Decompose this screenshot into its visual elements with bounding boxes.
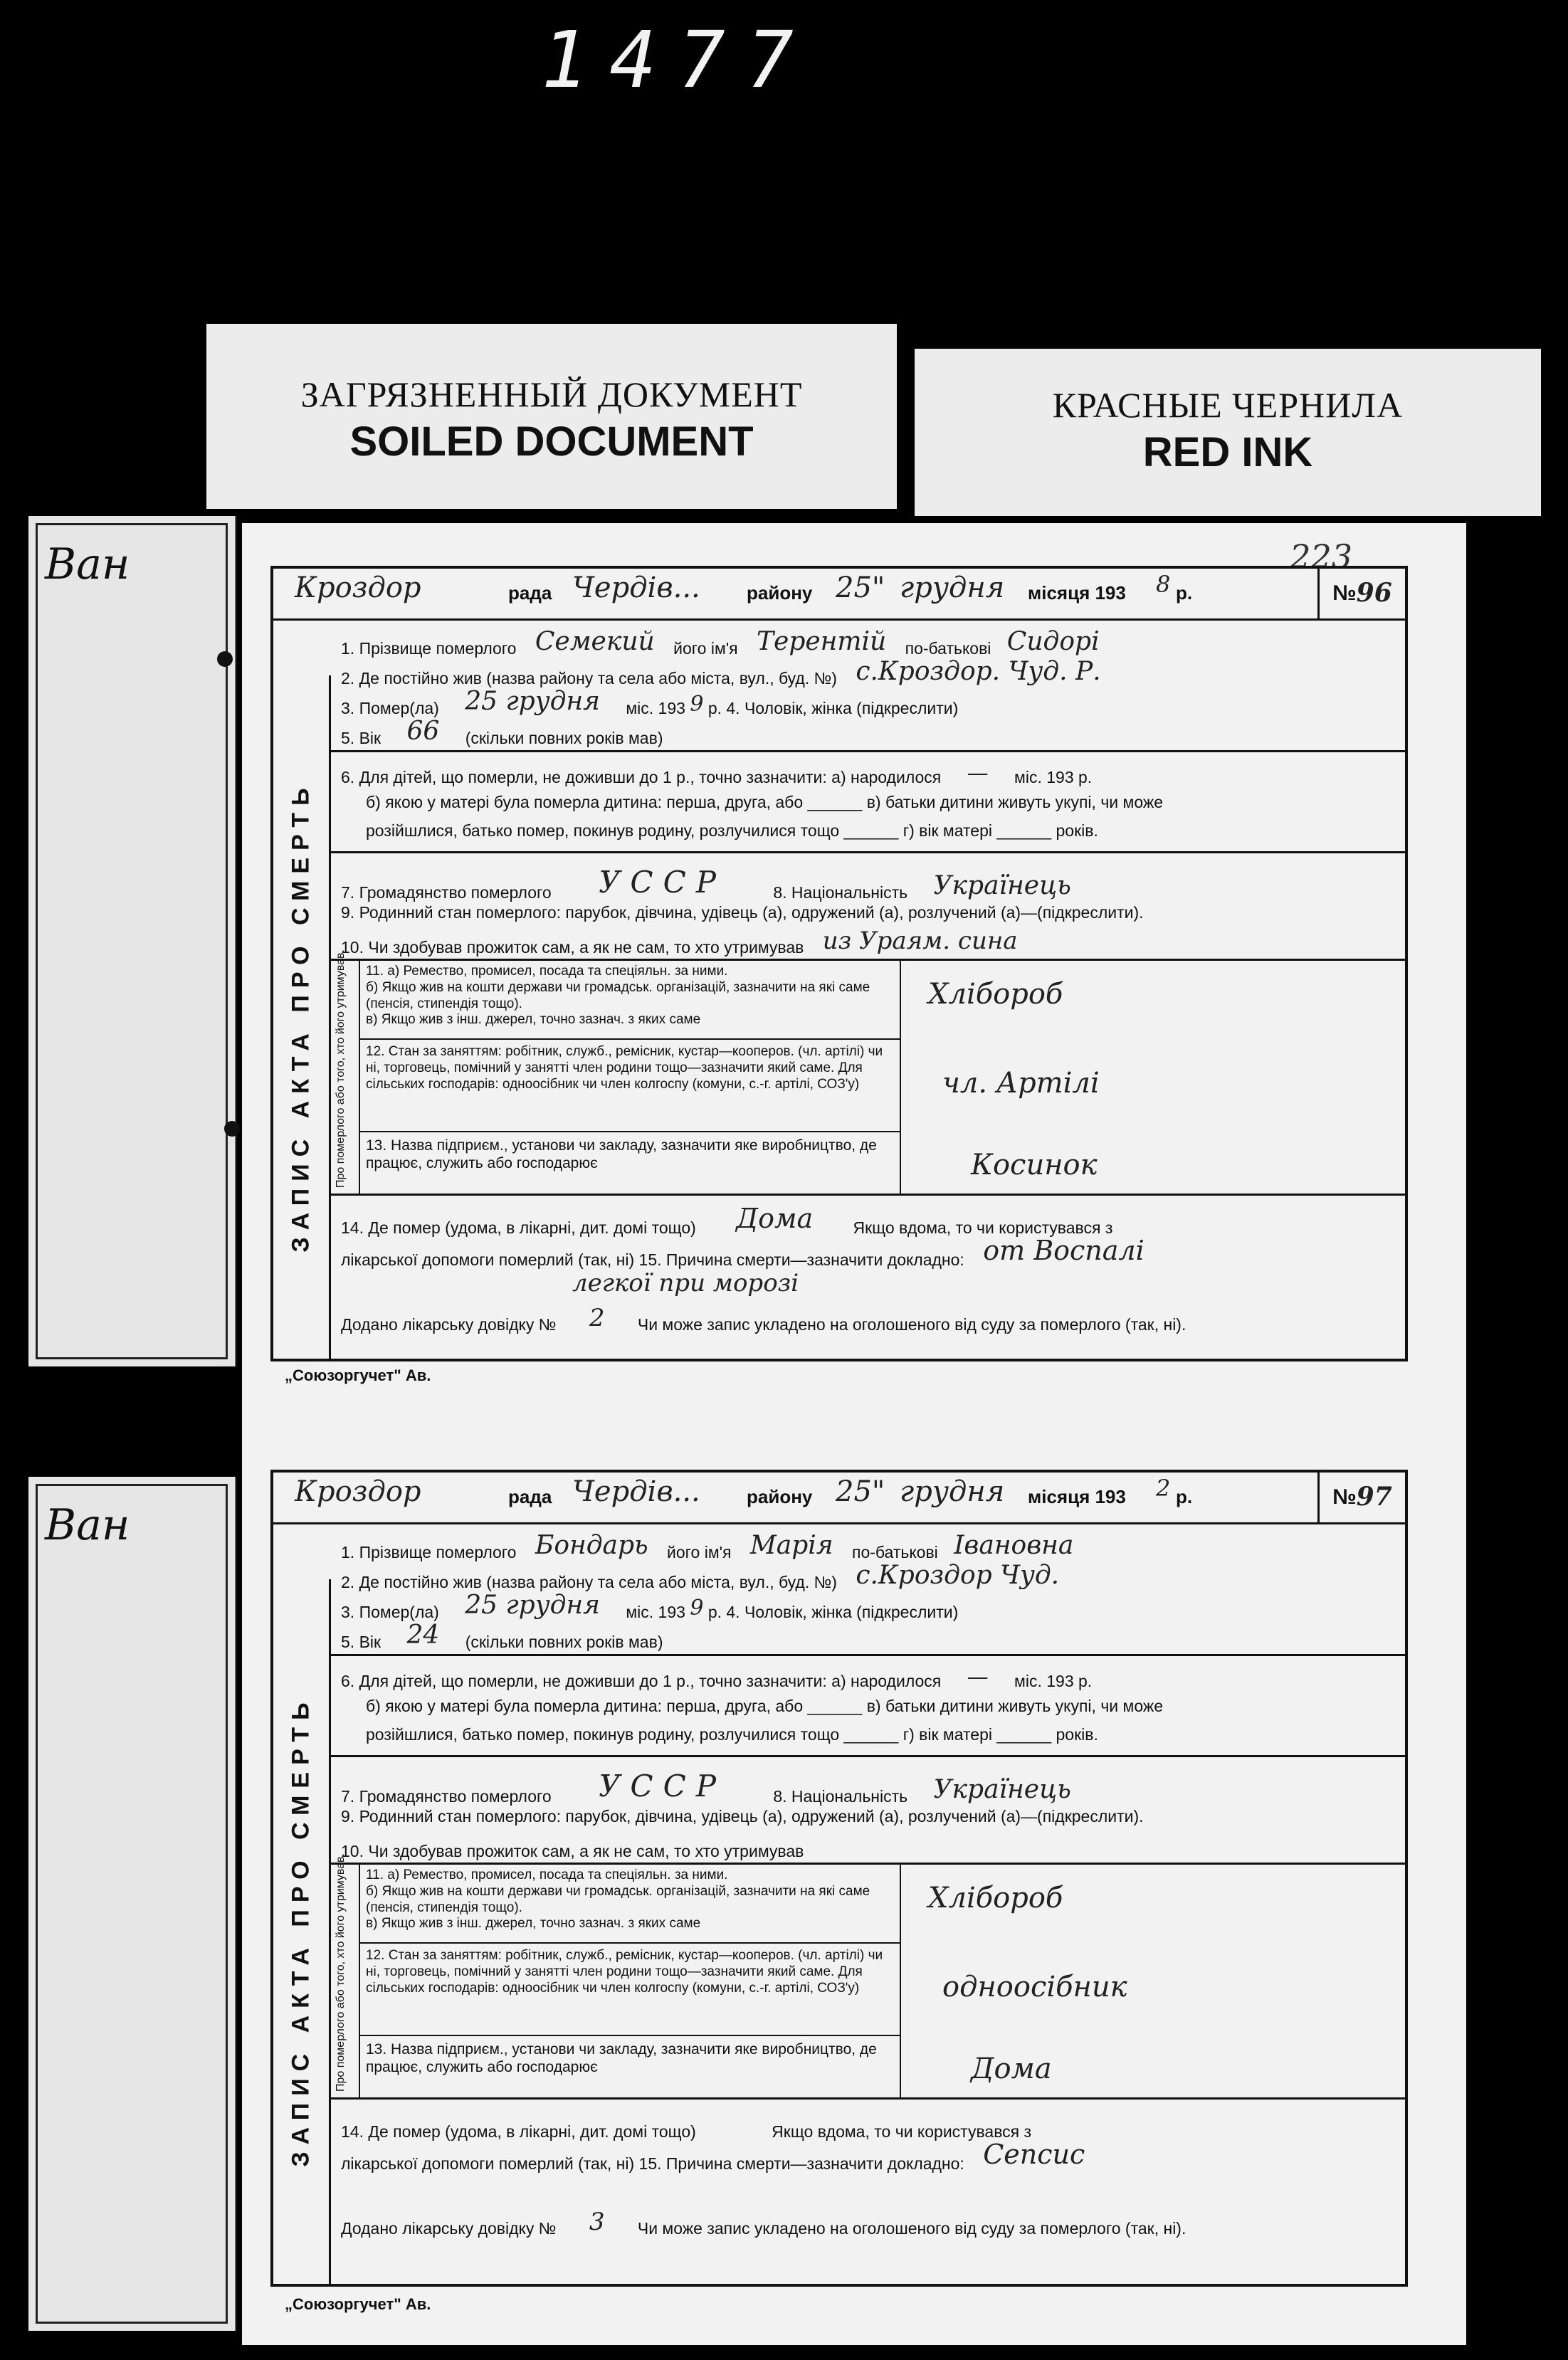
cause-of-death: Сепсис bbox=[983, 2139, 1085, 2170]
line-2: 2. Де постійно жив (назва району та села або міста, вул., буд. №) с.Кроздор Чуд. bbox=[341, 1561, 1060, 1591]
supporter: из Ураям. сина bbox=[822, 927, 1018, 955]
rayon-name: Чердів... bbox=[572, 571, 700, 604]
line-3: 3. Помер(ла) 25 грудня міс. 193 9 р. 4. Чоловік, жінка (підкреслити) bbox=[341, 1591, 959, 1621]
line-13: 13. Назва підприєм., установи чи закладу, зазначити яке виробництво, де працює, служить або господарює bbox=[366, 1137, 877, 1172]
line-11: 11. а) Ремество, промисел, посада та спеціяльн. за ними. б) Якщо жив на кошти держави чи громадськ. організацій, зазначити на які саме (пенсія, стипендія тощо). в) Якщо жив з інш. джерел, точно зазнач. з яких саме bbox=[366, 1868, 870, 1932]
age: 66 bbox=[406, 717, 440, 746]
line-5: 5. Вік 24 (скільки повних років мав) bbox=[341, 1621, 663, 1651]
vertical-note: Про померлого або того, хто його утримував. bbox=[335, 949, 347, 1188]
line-15-cont bbox=[572, 1270, 1384, 1297]
nationality: Українець bbox=[933, 1775, 1071, 1804]
line-10: 10. Чи здобував прожиток сам, а як не сам, то хто утримував из Ураям. сина bbox=[341, 927, 1018, 957]
age: 24 bbox=[406, 1621, 440, 1650]
strip-handwriting: Ван bbox=[45, 1500, 130, 1550]
line-12: 12. Стан за заняттям: робітник, служб., ремісник, кустар—кооперов. (чл. артілі) чи ні, торговець, помічний у занятті член родини тощо—зазначити який саме. Для сільських господарів: одноосібник чи член колгоспу (комуни, с.-г. артілі, СОЗ'у) bbox=[366, 1948, 883, 1996]
record-year: 8 bbox=[1156, 571, 1171, 598]
record-number: 97 bbox=[1356, 1482, 1392, 1512]
certificate-number: 3 bbox=[589, 2208, 605, 2236]
residence: с.Кроздор Чуд. bbox=[856, 1561, 1060, 1590]
record-number-box bbox=[1317, 569, 1405, 618]
death-year: 9 bbox=[690, 1596, 704, 1621]
line-15: лікарської допомоги померлий (так, ні) 15. Причина смерти—зазначити докладно: Сепсис bbox=[341, 2139, 1085, 2173]
line-14: 14. Де помер (удома, в лікарні, дит. домі тощо) Якщо вдома, то чи користувався з bbox=[341, 2122, 1032, 2141]
page-number: 223 bbox=[1290, 537, 1352, 576]
line-10: 10. Чи здобував прожиток сам, а як не сам, то хто утримував bbox=[341, 1842, 804, 1860]
village-council: Кроздор bbox=[295, 571, 421, 604]
red-ink-label-ru: КРАСНЫЕ ЧЕРНИЛА bbox=[1052, 385, 1404, 425]
line-9: 9. Родинний стан померлого: парубок, дівчина, удівець (а), одружений (а), розлучений (а)—(підкреслити). bbox=[341, 1807, 1144, 1826]
cause-of-death: от Воспалі bbox=[983, 1235, 1145, 1266]
death-record-97 bbox=[270, 1470, 1408, 2287]
line-11: 11. а) Ремество, промисел, посада та спеціяльн. за ними. б) Якщо жив на кошти держави чи громадськ. організацій, зазначити на які саме (пенсія, стипендія тощо). в) Якщо жив з інш. джерел, точно зазнач. з яких саме bbox=[366, 964, 870, 1028]
line-6b: б) якою у матері була померла дитина: перша, друга, або ______ в) батьки дитини живуть укупі, чи може bbox=[366, 1697, 1164, 1715]
patronymic: Сидорі bbox=[1006, 627, 1100, 656]
employment-status: чл. Артілі bbox=[942, 1067, 1100, 1100]
red-ink-label-en: RED INK bbox=[1142, 429, 1313, 475]
line-6c: розійшлися, батько помер, покинув родину, розлучилися тощо ______ г) вік матері ______ років. bbox=[366, 1725, 1098, 1744]
line-certificate: Додано лікарську довідку № 2 Чи може запис укладено на оголошеного від суду за померлого (так, ні). bbox=[341, 1304, 1186, 1334]
occupation: Хлібороб bbox=[928, 1882, 1063, 1914]
printer-mark: „Союзоргучет" Ав. bbox=[285, 2295, 431, 2313]
record-year: 2 bbox=[1156, 1475, 1171, 1502]
record-day: 25" bbox=[836, 1475, 885, 1508]
line-12: 12. Стан за заняттям: робітник, служб., ремісник, кустар—кооперов. (чл. артілі) чи ні, торговець, помічний у занятті член родини тощо—зазначити який саме. Для сільських господарів: одноосібник чи член колгоспу (комуни, с.-г. артілі, СОЗ'у) bbox=[366, 1044, 883, 1092]
line-2: 2. Де постійно жив (назва району та села або міста, вул., буд. №) с.Кроздор. Чуд. Р. bbox=[341, 657, 1101, 688]
first-name: Терентій bbox=[757, 627, 887, 656]
previous-page-strip-bottom bbox=[28, 1477, 236, 2331]
line-13: 13. Назва підприєм., установи чи закладу, зазначити яке виробництво, де працює, служить або господарює bbox=[366, 2041, 877, 2076]
death-year: 9 bbox=[690, 692, 704, 717]
cause-of-death-cont: легкої при морозі bbox=[572, 1269, 799, 1297]
record-header bbox=[273, 569, 1405, 621]
record-page bbox=[242, 523, 1466, 2345]
child-month: — bbox=[967, 761, 989, 786]
first-name: Марія bbox=[749, 1531, 833, 1560]
rada-label: рада bbox=[508, 582, 552, 604]
residence: с.Кроздор. Чуд. Р. bbox=[856, 657, 1101, 686]
month-label: місяця 193 bbox=[1028, 1486, 1126, 1507]
line-certificate: Додано лікарську довідку № 3 Чи може запис укладено на оголошеного від суду за померлого (так, ні). bbox=[341, 2208, 1186, 2238]
patronymic: Івановна bbox=[954, 1531, 1074, 1560]
number-label: № bbox=[1332, 1485, 1357, 1509]
place-of-death: Дома bbox=[736, 1203, 814, 1234]
soiled-label-en: SOILED DOCUMENT bbox=[349, 418, 754, 465]
printer-mark: „Союзоргучет" Ав. bbox=[285, 1366, 431, 1384]
enterprise: Косинок bbox=[971, 1149, 1098, 1181]
soiled-document-label bbox=[206, 324, 897, 509]
line-14: 14. Де помер (удома, в лікарні, дит. домі тощо) Дома Якщо вдома, то чи користувався з bbox=[341, 1203, 1113, 1237]
line-1: 1. Прізвище померлого Семекий його ім'я Терентій по-батькові Сидорі bbox=[341, 627, 1100, 658]
record-month: грудня bbox=[900, 571, 1005, 604]
year-suffix: р. bbox=[1176, 582, 1193, 604]
month-label: місяця 193 bbox=[1028, 582, 1126, 604]
binding-hole bbox=[224, 1121, 240, 1137]
line-7: 7. Громадянство померлого УССР 8. Національність Українець bbox=[341, 1769, 1071, 1806]
record-side-title: ЗАПИС АКТА ПРО СМЕРТЬ bbox=[273, 1579, 331, 2284]
line-9: 9. Родинний стан померлого: парубок, дівчина, удівець (а), одружений (а), розлучений (а)—(підкреслити). bbox=[341, 903, 1144, 922]
rada-label: рада bbox=[508, 1486, 552, 1507]
record-month: грудня bbox=[900, 1475, 1005, 1508]
occupation: Хлібороб bbox=[928, 978, 1063, 1011]
previous-page-strip-top bbox=[28, 516, 236, 1366]
record-header bbox=[273, 1473, 1405, 1524]
vertical-note: Про померлого або того, хто його утримував. bbox=[335, 1853, 347, 2092]
year-suffix: р. bbox=[1176, 1486, 1193, 1507]
line-6c: розійшлися, батько помер, покинув родину, розлучилися тощо ______ г) вік матері ______ років. bbox=[366, 821, 1098, 840]
citizenship: УССР bbox=[599, 865, 726, 900]
citizenship: УССР bbox=[599, 1769, 726, 1803]
death-date: 25 грудня bbox=[465, 687, 600, 716]
soiled-label-ru: ЗАГРЯЗНЕННЫЙ ДОКУМЕНТ bbox=[300, 374, 803, 414]
binding-hole bbox=[217, 651, 233, 667]
nationality: Українець bbox=[933, 871, 1071, 900]
death-record-96 bbox=[270, 566, 1408, 1361]
record-day: 25" bbox=[836, 571, 885, 604]
child-month: — bbox=[967, 1665, 989, 1690]
line-15: лікарської допомоги померлий (так, ні) 15. Причина смерти—зазначити докладно: от Воспалі bbox=[341, 1235, 1145, 1269]
record-number: 96 bbox=[1356, 578, 1392, 609]
red-ink-label bbox=[915, 349, 1541, 516]
line-1: 1. Прізвище померлого Бондарь його ім'я Марія по-батькові Івановна bbox=[341, 1531, 1074, 1561]
rayon-label: району bbox=[747, 1486, 813, 1507]
number-label: № bbox=[1332, 581, 1357, 605]
death-date: 25 грудня bbox=[465, 1591, 600, 1620]
certificate-number: 2 bbox=[589, 1304, 605, 1332]
record-number-box bbox=[1317, 1473, 1405, 1522]
rayon-name: Чердів... bbox=[572, 1475, 700, 1508]
line-6b: б) якою у матері була померла дитина: перша, друга, або ______ в) батьки дитини живуть укупі, чи може bbox=[366, 793, 1164, 811]
line-6a: 6. Для дітей, що померли, не доживши до 1 р., точно зазначити: а) народилося — міс. 193 р. bbox=[341, 761, 1093, 786]
enterprise: Дома bbox=[971, 2053, 1052, 2085]
record-side-title: ЗАПИС АКТА ПРО СМЕРТЬ bbox=[273, 675, 331, 1359]
strip-handwriting: Ван bbox=[45, 539, 130, 589]
line-6a: 6. Для дітей, що померли, не доживши до 1 р., точно зазначити: а) народилося — міс. 193 р. bbox=[341, 1665, 1093, 1690]
line-7: 7. Громадянство померлого УССР 8. Національність Українець bbox=[341, 865, 1071, 902]
employment-status: одноосібник bbox=[942, 1971, 1127, 2003]
line-3: 3. Помер(ла) 25 грудня міс. 193 9 р. 4. Чоловік, жінка (підкреслити) bbox=[341, 687, 959, 717]
surname: Семекий bbox=[535, 627, 655, 656]
rayon-label: району bbox=[747, 582, 813, 604]
archive-number: 1477 bbox=[541, 14, 815, 105]
surname: Бондарь bbox=[535, 1531, 648, 1560]
line-5: 5. Вік 66 (скільки повних років мав) bbox=[341, 717, 663, 747]
village-council: Кроздор bbox=[295, 1475, 421, 1508]
